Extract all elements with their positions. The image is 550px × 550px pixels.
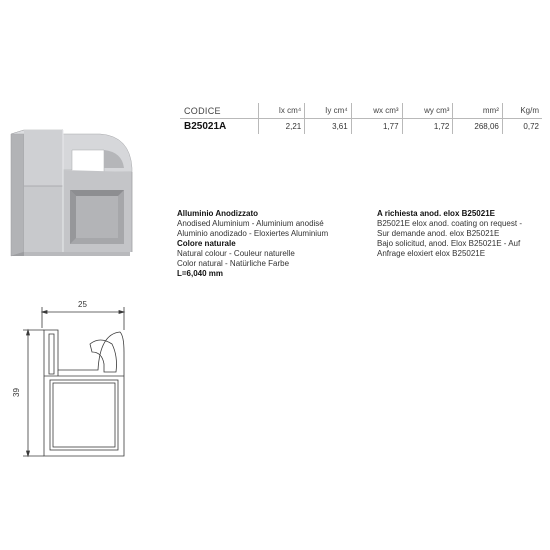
on-request-line-4: Anfrage eloxiert elox B25021E: [377, 249, 486, 258]
material-line-1: Anodised Aluminium - Aluminium anodisé: [177, 219, 324, 228]
height-dimension-label: 39: [11, 388, 21, 397]
on-request-line-1: B25021E elox anod. coating on request -: [377, 219, 522, 228]
on-request-line-3: Bajo solicitud, anod. Elox B25021E - Auf: [377, 239, 521, 248]
value-weight: 0,72: [502, 119, 542, 135]
width-dimension-label: 25: [78, 300, 87, 309]
value-wx: 1,77: [351, 119, 402, 135]
value-wy: 1,72: [402, 119, 453, 135]
header-ix: Ix cm⁴: [258, 103, 304, 119]
colour-line-1: Natural colour - Couleur naturelle: [177, 249, 295, 258]
on-request-line-2: Sur demande anod. elox B25021E: [377, 229, 500, 238]
header-iy: Iy cm⁴: [305, 103, 351, 119]
header-wy: wy cm³: [402, 103, 453, 119]
colour-title: Colore naturale: [177, 239, 236, 248]
length-label: L=6,040 mm: [177, 269, 224, 278]
value-ix: 2,21: [258, 119, 304, 135]
material-line-2: Aluminio anodizado - Eloxiertes Aluminium: [177, 229, 329, 238]
value-iy: 3,61: [305, 119, 351, 135]
material-title: Alluminio Anodizzato: [177, 209, 259, 218]
header-wx: wx cm³: [351, 103, 402, 119]
header-weight: Kg/m: [502, 103, 542, 119]
value-code: B25021A: [184, 121, 227, 132]
on-request-title: A richiesta anod. elox B25021E: [377, 209, 495, 218]
colour-line-2: Color natural - Natürliche Farbe: [177, 259, 290, 268]
header-area: mm²: [453, 103, 502, 119]
value-area: 268,06: [453, 119, 502, 135]
header-codice: CODICE: [180, 103, 258, 119]
